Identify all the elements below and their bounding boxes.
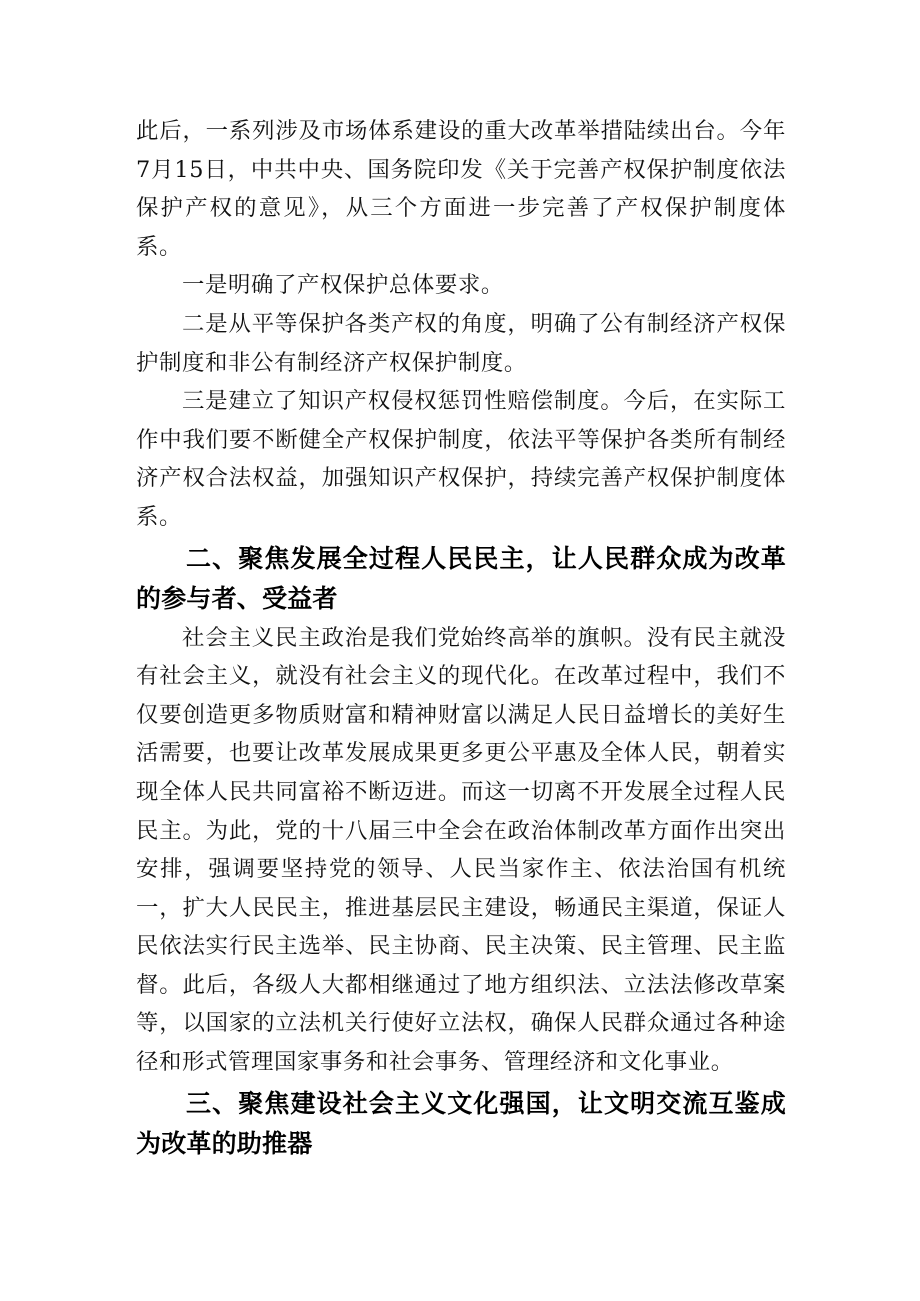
paragraph-point-two: 二是从平等保护各类产权的角度，明确了公有制经济产权保护制度和非公有制经济产权保护制度。 bbox=[136, 310, 786, 376]
section-heading-culture: 三、聚焦建设社会主义文化强国，让文明交流互鉴成为改革的助推器 bbox=[136, 1088, 786, 1158]
paragraph-point-three: 三是建立了知识产权侵权惩罚性赔偿制度。今后，在实际工作中我们要不断健全产权保护制度，依法平等保护各类所有制经济产权合法权益，加强知识产权保护，持续完善产权保护制度体系。 bbox=[136, 388, 786, 530]
section-heading-democracy: 二、聚焦发展全过程人民民主，让人民群众成为改革的参与者、受益者 bbox=[136, 543, 786, 613]
paragraph-socialist-democracy: 社会主义民主政治是我们党始终高举的旗帜。没有民主就没有社会主义，就没有社会主义的现代化。在改革过程中，我们不仅要创造更多物质财富和精神财富以满足人民日益增长的美好生活需要，也要让改革发展成果更多更公平惠及全体人民，朝着实现全体人民共同富裕不断迈进。而这一切离不开发展全过程人民民主。为此，党的十八届三中全会在政治体制改革方面作出突出安排，强调要坚持党的领导、人民当家作主、依法治国有机统一，扩大人民民主，推进基层民主建设，畅通民主渠道，保证人民依法实行民主选举、民主协商、民主决策、民主管理、民主监督。此后，各级人大都相继通过了地方组织法、立法法修改草案等，以国家的立法机关行使好立法权，确保人民群众通过各种途径和形式管理国家事务和社会事务、管理经济和文化事业。 bbox=[136, 624, 786, 1076]
paragraph-point-one: 一是明确了产权保护总体要求。 bbox=[182, 272, 504, 299]
document-body bbox=[136, 112, 786, 1164]
paragraph-property-rights-intro: 此后，一系列涉及市场体系建设的重大改革举措陆续出台。今年7月15日，中共中央、国务院印发《关于完善产权保护制度依法保护产权的意见》，从三个方面进一步完善了产权保护制度体系。 bbox=[136, 118, 786, 260]
